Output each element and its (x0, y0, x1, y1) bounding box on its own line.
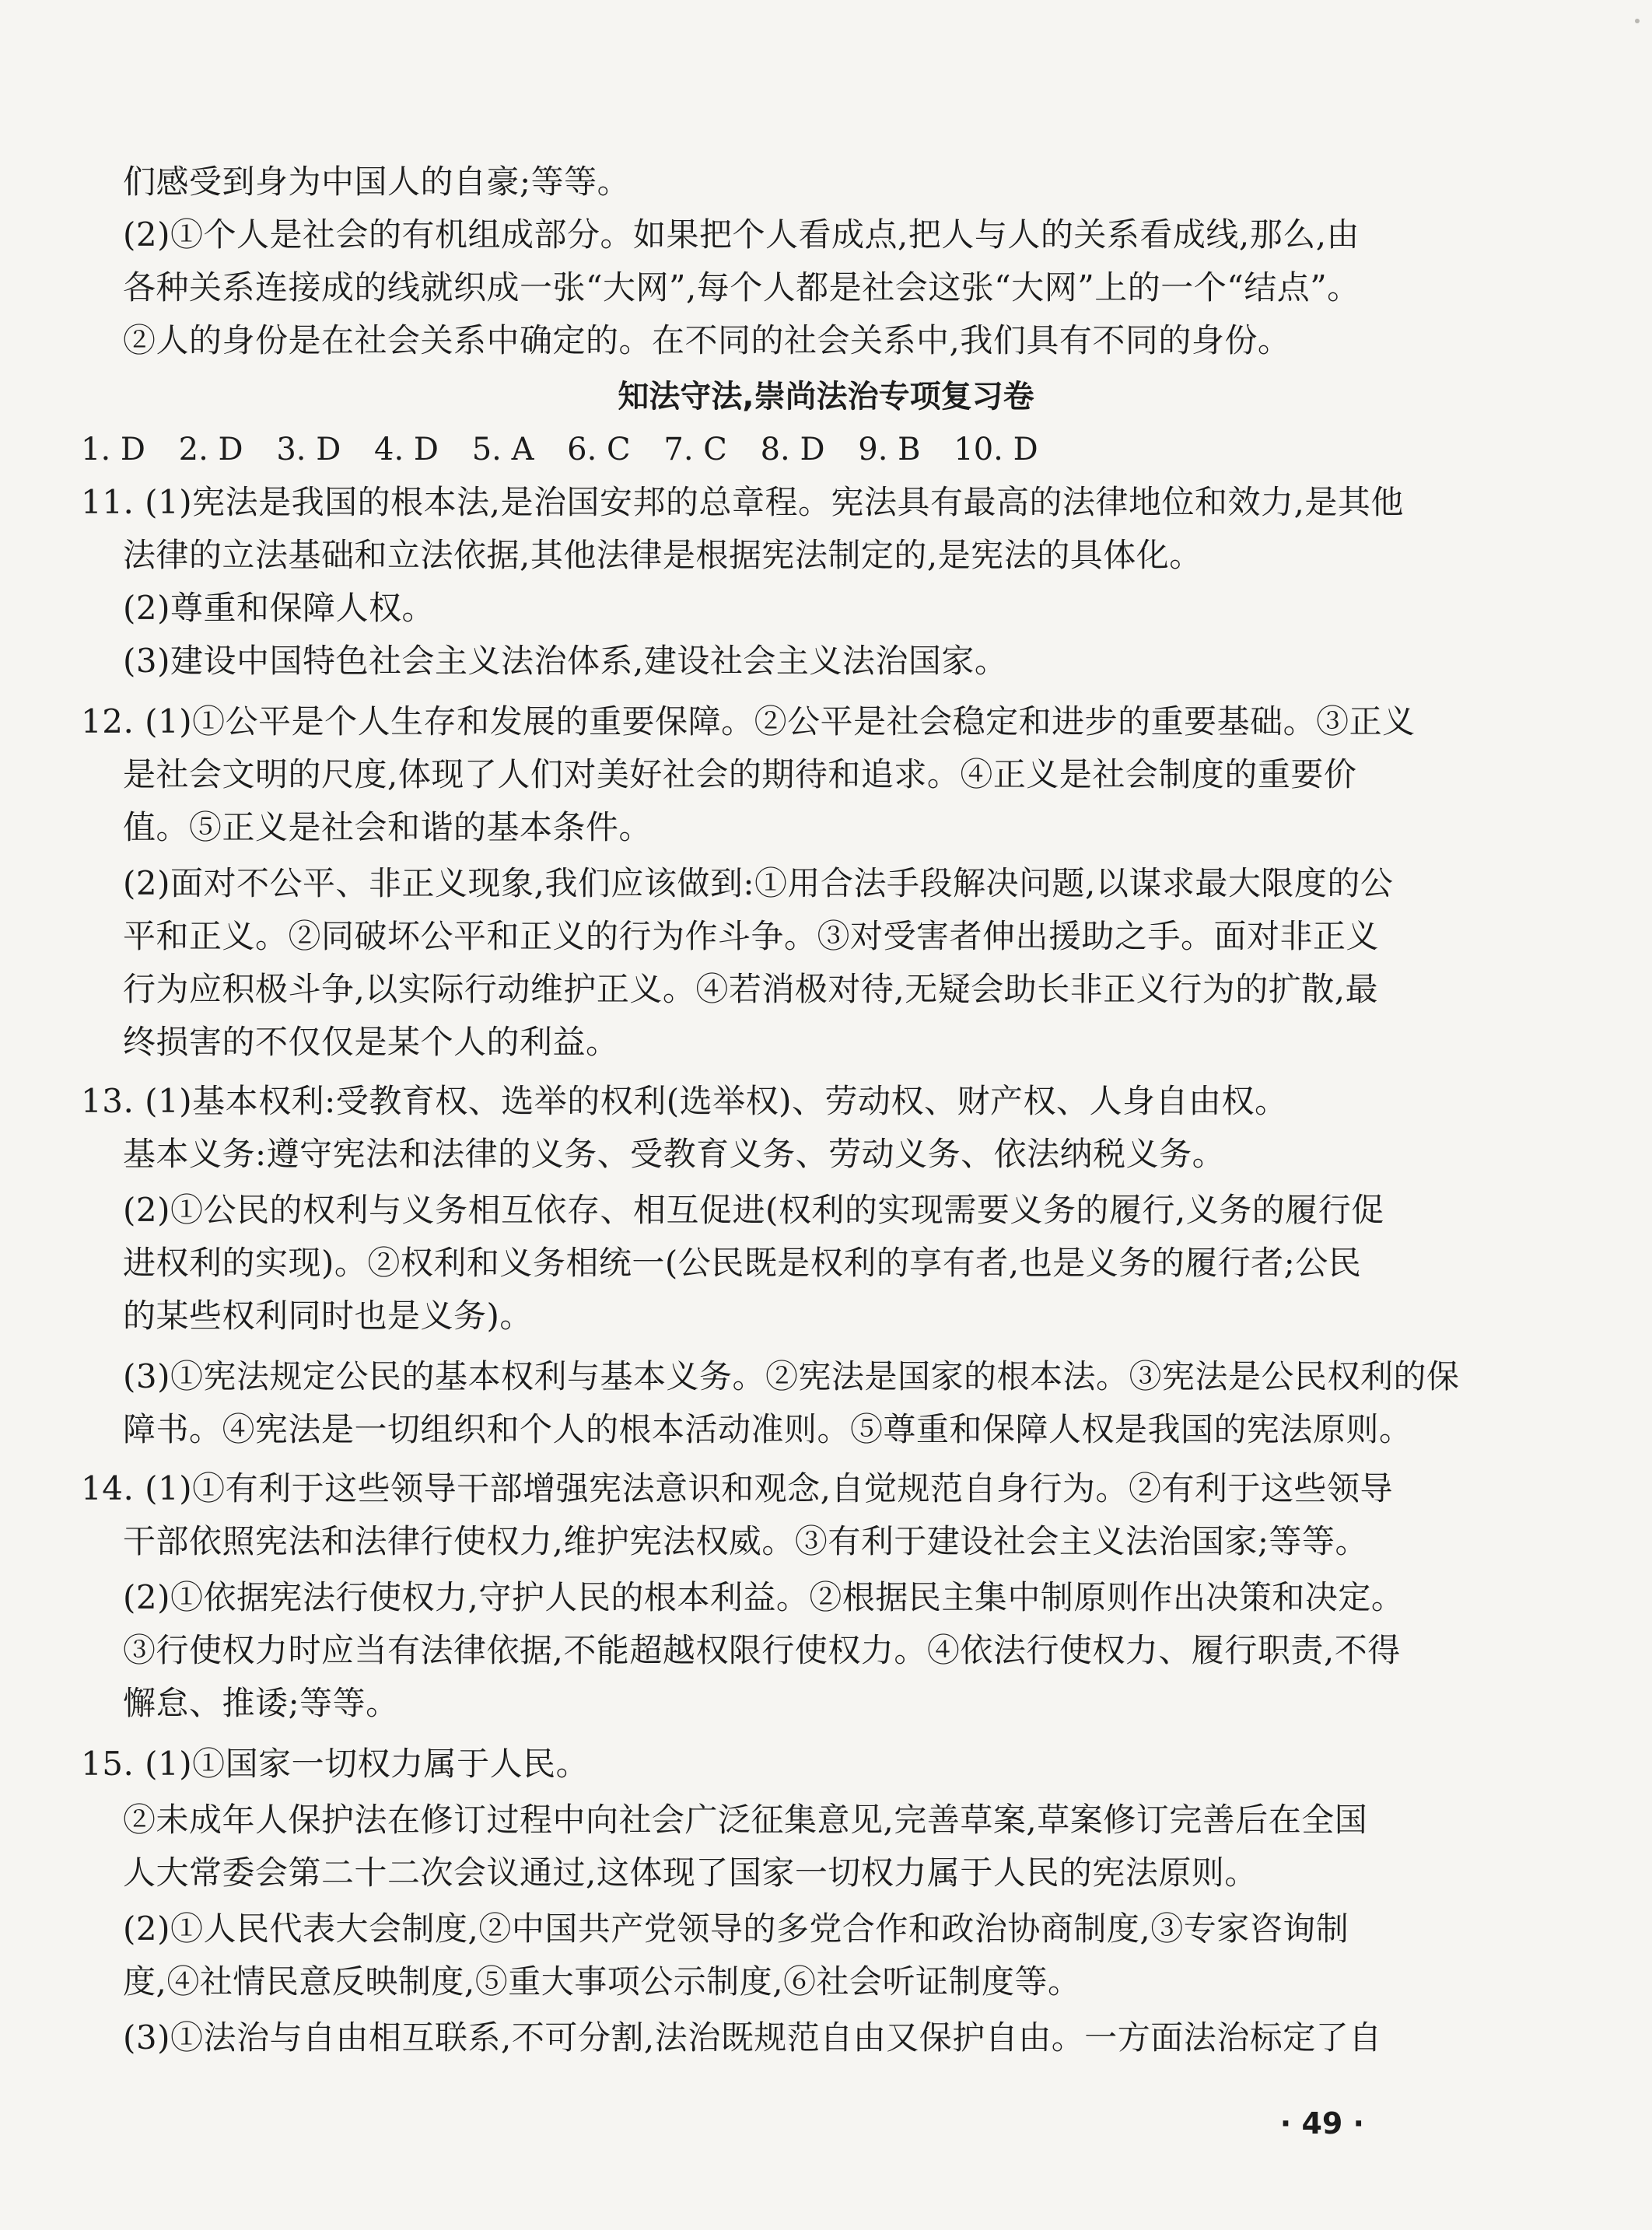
question-14-line: 14. (1)①有利于这些领导干部增强宪法意识和观念,自觉规范自身行为。②有利于这些领导 (81, 1469, 1393, 1507)
question-15-line: 15. (1)①国家一切权力属于人民。 (81, 1745, 590, 1783)
text-line: 法律的立法基础和立法依据,其他法律是根据宪法制定的,是宪法的具体化。 (123, 536, 1202, 574)
text-line: 人大常委会第二十二次会议通过,这体现了国家一切权力属于人民的宪法原则。 (123, 1854, 1258, 1892)
text-line: ③行使权力时应当有法律依据,不能超越权限行使权力。④依法行使权力、履行职责,不得 (123, 1631, 1401, 1669)
text-line: 度,④社情民意反映制度,⑤重大事项公示制度,⑥社会听证制度等。 (123, 1962, 1081, 2001)
text-line: 平和正义。②同破坏公平和正义的行为作斗争。③对受害者伸出援助之手。面对非正义 (123, 917, 1380, 955)
choice-answer: 9. B (858, 432, 921, 467)
choice-answer: 10. D (954, 432, 1038, 467)
choice-answer: 3. D (276, 432, 341, 467)
page-number: · 49 · (1279, 2106, 1364, 2141)
text-line: 进权利的实现)。②权利和义务相统一(公民既是权利的享有者,也是义务的履行者;公民 (123, 1244, 1362, 1282)
question-11-line: 11. (1)宪法是我国的根本法,是治国安邦的总章程。宪法具有最高的法律地位和效力,是其他 (81, 483, 1404, 521)
text-line: (2)①依据宪法行使权力,守护人民的根本利益。②根据民主集中制原则作出决策和决定。 (123, 1578, 1405, 1616)
text-line: (2)面对不公平、非正义现象,我们应该做到:①用合法手段解决问题,以谋求最大限度的公 (123, 864, 1394, 902)
text-line: (2)尊重和保障人权。 (123, 589, 435, 627)
text-line: (2)①公民的权利与义务相互依存、相互促进(权利的实现需要义务的履行,义务的履行促 (123, 1191, 1384, 1229)
text-line: (2)①人民代表大会制度,②中国共产党领导的多党合作和政治协商制度,③专家咨询制 (123, 1910, 1349, 1948)
text-line: ②未成年人保护法在修订过程中向社会广泛征集意见,完善草案,草案修订完善后在全国 (123, 1801, 1368, 1839)
choice-answers (81, 428, 1062, 471)
choice-answer: 8. D (760, 432, 825, 467)
choice-answer: 4. D (374, 432, 439, 467)
text-line: 们感受到身为中国人的自豪;等等。 (123, 163, 631, 201)
text-line: (3)①宪法规定公民的基本权利与基本义务。②宪法是国家的根本法。③宪法是公民权利的保 (123, 1357, 1460, 1395)
text-line: (2)①个人是社会的有机组成部分。如果把个人看成点,把人与人的关系看成线,那么,由 (123, 215, 1360, 254)
text-line: 是社会文明的尺度,体现了人们对美好社会的期待和追求。④正义是社会制度的重要价 (123, 755, 1357, 793)
question-12-line: 12. (1)①公平是个人生存和发展的重要保障。②公平是社会稳定和进步的重要基础。③正义 (81, 702, 1416, 740)
page-title: 知法守法,崇尚法治专项复习卷 (618, 379, 1034, 415)
text-line: 干部依照宪法和法律行使权力,维护宪法权威。③有利于建设社会主义法治国家;等等。 (123, 1522, 1369, 1560)
text-line: 障书。④宪法是一切组织和个人的根本活动准则。⑤尊重和保障人权是我国的宪法原则。 (123, 1410, 1412, 1448)
choice-answer: 7. C (663, 432, 727, 467)
text-line: 值。⑤正义是社会和谐的基本条件。 (123, 808, 653, 846)
text-line: 行为应积极斗争,以实际行动维护正义。④若消极对待,无疑会助长非正义行为的扩散,最 (123, 970, 1379, 1008)
text-line: 的某些权利同时也是义务)。 (123, 1297, 533, 1335)
text-line: (3)建设中国特色社会主义法治体系,建设社会主义法治国家。 (123, 642, 1008, 680)
choice-answer: 5. A (471, 432, 534, 467)
choice-answer: 6. C (567, 432, 631, 467)
text-line: (3)①法治与自由相互联系,不可分割,法治既规范自由又保护自由。一方面法治标定了自 (123, 2018, 1382, 2057)
text-line: 终损害的不仅仅是某个人的利益。 (123, 1023, 619, 1061)
corner-dot (1635, 19, 1640, 23)
text-line: 懈怠、推诿;等等。 (123, 1684, 399, 1722)
choice-answer: 1. D (81, 432, 145, 467)
question-13-line: 13. (1)基本权利:受教育权、选举的权利(选举权)、劳动权、财产权、人身自由权。 (81, 1082, 1288, 1120)
text-line: ②人的身份是在社会关系中确定的。在不同的社会关系中,我们具有不同的身份。 (123, 321, 1291, 359)
choice-answer: 2. D (178, 432, 243, 467)
text-line: 各种关系连接成的线就织成一张“大网”,每个人都是社会这张“大网”上的一个“结点”。 (123, 268, 1360, 306)
text-line: 基本义务:遵守宪法和法律的义务、受教育义务、劳动义务、依法纳税义务。 (123, 1135, 1226, 1173)
